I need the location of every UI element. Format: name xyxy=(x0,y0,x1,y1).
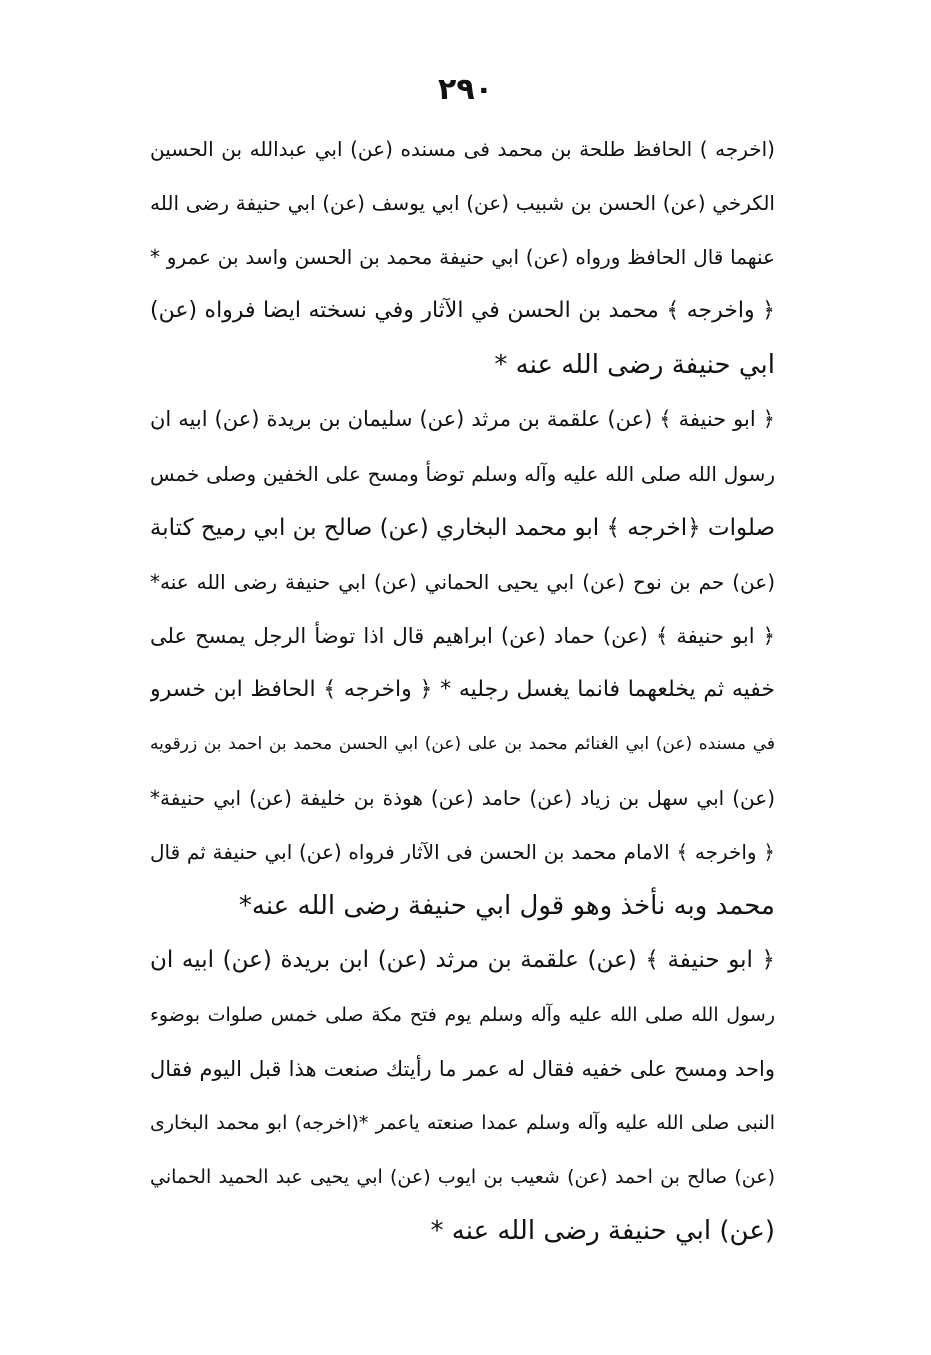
text-line: (اخرجه ) الحافظ طلحة بن محمد فى مسنده (عن) ابي عبدالله بن الحسين xyxy=(150,137,775,161)
text-line: في مسنده (عن) ابي الغنائم محمد بن على (عن) ابي الحسن محمد بن احمد بن زرقويه xyxy=(150,734,775,755)
text-line: النبى صلى الله عليه وآله وسلم عمدا صنعته ياعمر *(اخرجه) ابو محمد البخارى xyxy=(150,1111,775,1134)
text-line: ابي حنيفة رضى الله عنه * xyxy=(494,350,775,381)
text-line: ﴿ ابو حنيفة ﴾ (عن) علقمة بن مرثد (عن) سليمان بن بريدة (عن) ابيه ان xyxy=(150,407,775,432)
text-line: رسول الله صلى الله عليه وآله وسلم توضأ ومسح على الخفين وصلى خمس xyxy=(150,461,775,486)
text-line: خفيه ثم يخلعهما فانما يغسل رجليه * ﴿ واخرجه ﴾ الحافظ ابن خسرو xyxy=(150,676,775,702)
text-line: ﴿ واخرجه ﴾ الامام محمد بن الحسن فى الآثار فرواه (عن) ابي حنيفة ثم قال xyxy=(150,840,775,865)
text-line: (عن) حم بن نوح (عن) ابي يحيى الحماني (عن) ابي حنيفة رضى الله عنه* xyxy=(150,569,775,594)
text-line: عنهما قال الحافظ ورواه (عن) ابي حنيفة محمد بن الحسن واسد بن عمرو * xyxy=(150,245,775,270)
text-line: ﴿ ابو حنيفة ﴾ (عن) حماد (عن) ابراهيم قال اذا توضأ الرجل يمسح على xyxy=(150,623,775,648)
page-body xyxy=(150,122,775,1258)
text-line: (عن) ابي سهل بن زياد (عن) حامد (عن) هوذة بن خليفة (عن) ابي حنيفة* xyxy=(150,786,775,811)
text-line: (عن) صالح بن احمد (عن) شعيب بن ايوب (عن) ابي يحيى عبد الحميد الحماني xyxy=(150,1165,775,1188)
text-line: ﴿ ابو حنيفة ﴾ (عن) علقمة بن مرثد (عن) ابن بريدة (عن) ابيه ان xyxy=(150,947,775,974)
text-line: ﴿ واخرجه ﴾ محمد بن الحسن في الآثار وفي نسخته ايضا فرواه (عن) xyxy=(150,298,775,324)
text-line: محمد وبه نأخذ وهو قول ابي حنيفة رضى الله عنه* xyxy=(238,891,775,922)
text-line: صلوات ﴿اخرجه ﴾ ابو محمد البخاري (عن) صالح بن ابي رميح كتابة xyxy=(150,514,775,541)
page-number: ۲۹۰ xyxy=(438,72,493,107)
text-line: واحد ومسح على خفيه فقال له عمر ما رأيتك صنعت هذا قبل اليوم فقال xyxy=(150,1056,775,1081)
text-line: الكرخي (عن) الحسن بن شبيب (عن) ابي يوسف (عن) ابي حنيفة رضى الله xyxy=(150,191,775,216)
text-line: (عن) ابي حنيفة رضى الله عنه * xyxy=(430,1215,775,1246)
text-line: رسول الله صلى الله عليه وآله وسلم يوم فتح مكة صلى خمس صلوات بوضوء xyxy=(150,1003,775,1026)
